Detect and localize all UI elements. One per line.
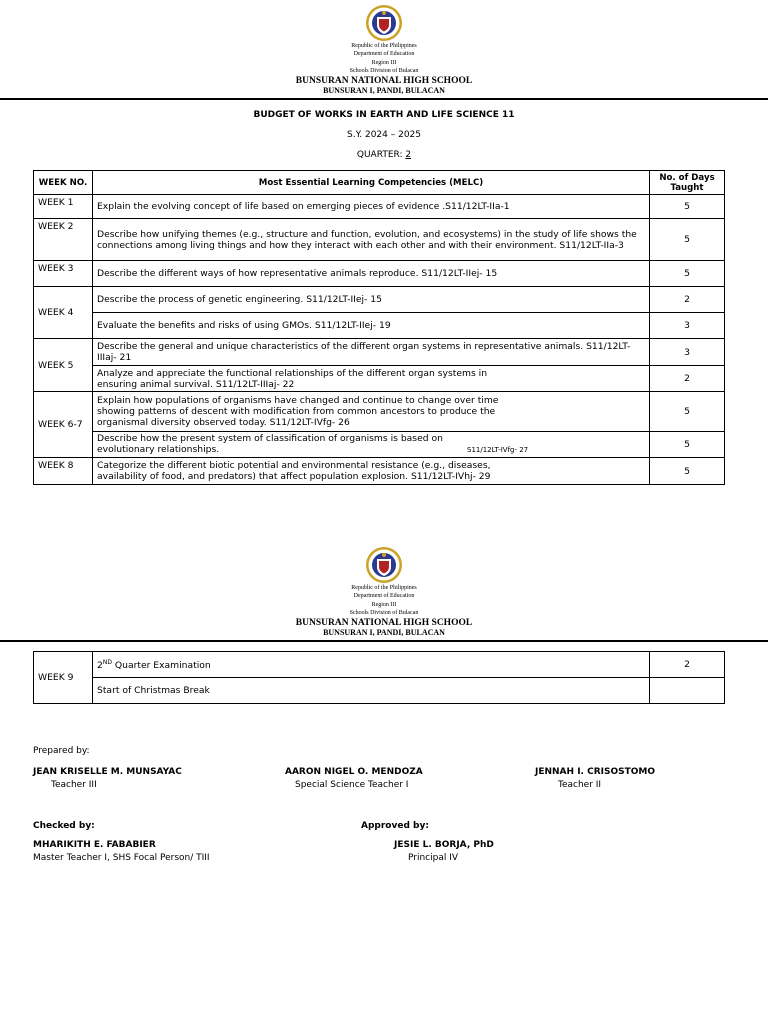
- school-name: BUNSURAN NATIONAL HIGH SCHOOL: [295, 75, 473, 86]
- letterhead-rule: [0, 640, 768, 642]
- exam-suffix: ND: [102, 659, 112, 667]
- exam-number: 2: [97, 660, 103, 672]
- approved-by-label: Approved by:: [361, 821, 429, 831]
- approver-position: Principal IV: [408, 853, 459, 863]
- table-row: [34, 458, 725, 485]
- table-row: [34, 366, 725, 392]
- document-title: BUDGET OF WORKS IN EARTH AND LIFE SCIENCE 11: [253, 110, 515, 120]
- melc-text: Explain how populations of organisms have changed and continue to change over time showing patterns of descent with modification from common ancestors to produce the organismal diversity observed today. S11/12LT-IVfg- 26: [97, 395, 499, 428]
- melc-cell: Describe how unifying themes (e.g., structure and function, evolution, and ecosystems) in the study of life shows the connections among living things and how they interact with each other and with their environment. S11/12LT-IIa-3: [93, 219, 650, 261]
- week9-table: [33, 651, 725, 704]
- letterhead-line3: Region III: [371, 59, 397, 66]
- melc-cell: Describe the process of genetic engineering. S11/12LT-IIej- 15: [93, 287, 650, 313]
- school-address: BUNSURAN I, PANDI, BULACAN: [323, 627, 445, 637]
- preparer-position: Special Science Teacher I: [295, 780, 409, 790]
- week-cell: WEEK 1: [34, 195, 93, 219]
- exam-text: Quarter Examination: [111, 660, 211, 672]
- approver-name: JESIE L. BORJA, PhD: [394, 840, 494, 850]
- week-cell: WEEK 3: [34, 261, 93, 287]
- letterhead-page2: [0, 546, 768, 637]
- school-address: BUNSURAN I, PANDI, BULACAN: [323, 85, 445, 95]
- preparer-name: JEAN KRISELLE M. MUNSAYAC: [33, 767, 182, 777]
- melc-cell: Start of Christmas Break: [93, 678, 650, 704]
- days-cell: 2: [650, 287, 725, 313]
- checked-by-label: Checked by:: [33, 821, 95, 831]
- header-week: WEEK NO.: [34, 171, 93, 195]
- week-cell: WEEK 6-7: [34, 392, 93, 458]
- melc-cell: [93, 366, 650, 392]
- melc-text: Describe how the present system of classification of organisms is based on evolutionary relationships.: [97, 433, 443, 455]
- letterhead-page1: [0, 4, 768, 95]
- table-row: [34, 261, 725, 287]
- melc-cell: Explain the evolving concept of life based on emerging pieces of evidence .S11/12LT-IIa-1: [93, 195, 650, 219]
- melc-table: [33, 170, 725, 485]
- table-row: [34, 287, 725, 313]
- melc-code: S11/12LT-IVfg- 27: [467, 446, 529, 454]
- melc-cell: Evaluate the benefits and risks of using GMOs. S11/12LT-IIej- 19: [93, 313, 650, 339]
- days-cell: 5: [650, 392, 725, 432]
- letterhead-line3: Region III: [371, 601, 397, 608]
- quarter-label: QUARTER:: [356, 150, 406, 160]
- melc-cell: [93, 458, 650, 485]
- school-year: S.Y. 2024 – 2025: [347, 130, 421, 140]
- school-name: BUNSURAN NATIONAL HIGH SCHOOL: [295, 617, 473, 628]
- week-cell: WEEK 8: [34, 458, 93, 485]
- header-melc: Most Essential Learning Competencies (MELC): [93, 171, 650, 195]
- days-cell: [650, 678, 725, 704]
- checker-name: MHARIKITH E. FABABIER: [33, 840, 156, 850]
- table-header-row: [34, 171, 725, 195]
- table-row: [34, 339, 725, 366]
- quarter-line: [0, 150, 768, 160]
- days-cell: 3: [650, 339, 725, 366]
- days-cell: 2: [650, 366, 725, 392]
- days-cell: 5: [650, 458, 725, 485]
- days-cell: 2: [650, 652, 725, 678]
- week-cell: WEEK 5: [34, 339, 93, 392]
- melc-cell: Describe the different ways of how representative animals reproduce. S11/12LT-IIej- 15: [93, 261, 650, 287]
- letterhead-line2: Department of Education: [353, 51, 415, 58]
- days-cell: 5: [650, 432, 725, 458]
- deped-seal-icon: [365, 546, 403, 584]
- table-row: [34, 219, 725, 261]
- melc-text: Analyze and appreciate the functional relationships of the different organ systems in ensuring animal survival. S11/12LT-IIIaj- 22: [97, 367, 488, 390]
- prepared-by-label: Prepared by:: [33, 746, 90, 756]
- melc-text: Categorize the different biotic potential and environmental resistance (e.g., diseases, availability of food, and predators) that affect population explosion. S11/12LT-IVhj- 29: [97, 460, 491, 482]
- days-cell: 3: [650, 313, 725, 339]
- week-cell: WEEK 9: [34, 652, 93, 704]
- letterhead-line4: Schools Division of Bulacan: [349, 610, 419, 617]
- table-row: [34, 195, 725, 219]
- preparer-name: JENNAH I. CRISOSTOMO: [535, 767, 655, 777]
- letterhead-line1: Republic of the Philippines: [351, 585, 417, 591]
- melc-cell: [93, 432, 650, 458]
- quarter-value: 2: [405, 150, 412, 160]
- melc-cell: Describe the general and unique characteristics of the different organ systems in representative animals. S11/12LT-IIIaj- 21: [93, 339, 650, 366]
- week-cell: WEEK 4: [34, 287, 93, 339]
- letterhead-rule: [0, 98, 768, 100]
- letterhead-line4: Schools Division of Bulacan: [349, 68, 419, 75]
- table-row: [34, 652, 725, 678]
- week-cell: WEEK 2: [34, 219, 93, 261]
- table-row: [34, 392, 725, 432]
- table-row: [34, 432, 725, 458]
- letterhead-line2: Department of Education: [353, 593, 415, 600]
- days-cell: 5: [650, 195, 725, 219]
- melc-cell: [93, 652, 650, 678]
- preparer-name: AARON NIGEL O. MENDOZA: [285, 767, 423, 777]
- days-cell: 5: [650, 219, 725, 261]
- preparer-position: Teacher II: [558, 780, 602, 790]
- header-days: No. of Days Taught: [650, 171, 725, 195]
- preparer-position: Teacher III: [51, 780, 97, 790]
- table-row: [34, 678, 725, 704]
- checker-position: Master Teacher I, SHS Focal Person/ TIII: [33, 853, 210, 863]
- deped-seal-icon: [365, 4, 403, 42]
- days-cell: 5: [650, 261, 725, 287]
- melc-cell: [93, 392, 650, 432]
- table-row: [34, 313, 725, 339]
- letterhead-line1: Republic of the Philippines: [351, 43, 417, 49]
